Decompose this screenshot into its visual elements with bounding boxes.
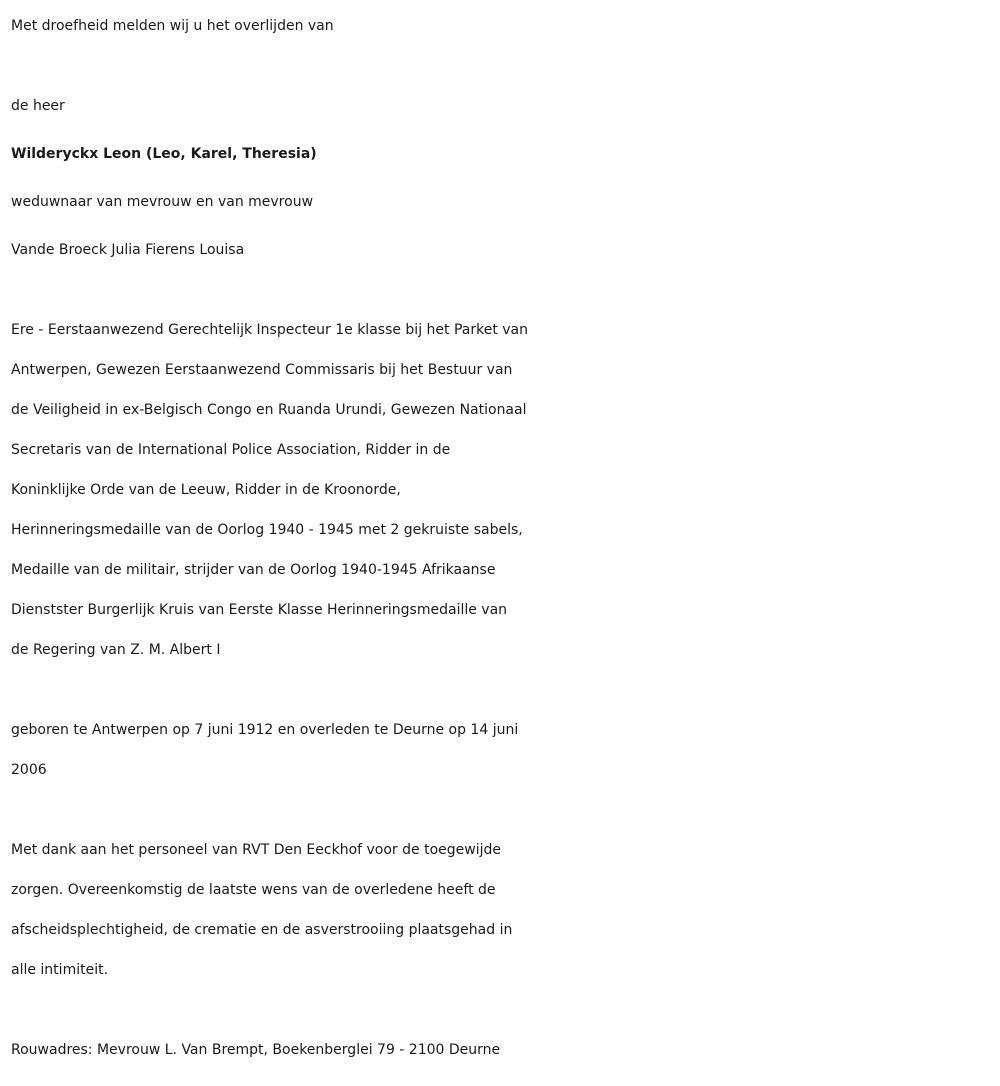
spacer xyxy=(11,670,1000,710)
spacer xyxy=(11,270,1000,310)
honors-line: Medaille van de militair, strijder van de Oorlog 1940-1945 Afrikaanse xyxy=(11,562,496,578)
thanks-line: Met dank aan het personeel van RVT Den Eeckhof voor de toegewijde xyxy=(11,842,501,858)
thanks-line: alle intimiteit. xyxy=(11,962,109,978)
honors-line: de Regering van Z. M. Albert I xyxy=(11,642,221,658)
salutation-text: de heer xyxy=(11,98,65,114)
honors-line: Secretaris van de International Police Association, Ridder in de xyxy=(11,442,451,458)
birth-death-line: geboren te Antwerpen op 7 juni 1912 en overleden te Deurne op 14 juni xyxy=(11,722,519,738)
birth-death-line: 2006 xyxy=(11,762,47,778)
spouses-text: Vande Broeck Julia Fierens Louisa xyxy=(11,242,245,258)
spacer xyxy=(11,46,1000,86)
widower-text: weduwnaar van mevrouw en van mevrouw xyxy=(11,194,314,210)
thanks-line: zorgen. Overeenkomstig de laatste wens van de overledene heeft de xyxy=(11,882,496,898)
thanks-paragraph xyxy=(11,830,1000,990)
spacer xyxy=(11,790,1000,830)
honors-line: de Veiligheid in ex-Belgisch Congo en Ruanda Urundi, Gewezen Nationaal xyxy=(11,402,527,418)
honors-line: Antwerpen, Gewezen Eerstaanwezend Commissaris bij het Bestuur van xyxy=(11,362,513,378)
honors-paragraph xyxy=(11,310,1000,670)
honors-line: Dienstster Burgerlijk Kruis van Eerste Klasse Herinneringsmedaille van xyxy=(11,602,508,618)
deceased-name: Wilderyckx Leon (Leo, Karel, Theresia) xyxy=(11,146,317,162)
honors-line: Koninklijke Orde van de Leeuw, Ridder in de Kroonorde, xyxy=(11,482,401,498)
mourning-address: Rouwadres: Mevrouw L. Van Brempt, Boekenberglei 79 - 2100 Deurne xyxy=(11,1042,501,1058)
honors-line: Ere - Eerstaanwezend Gerechtelijk Inspecteur 1e klasse bij het Parket van xyxy=(11,322,529,338)
honors-line: Herinneringsmedaille van de Oorlog 1940 - 1945 met 2 gekruiste sabels, xyxy=(11,522,523,538)
thanks-line: afscheidsplechtigheid, de crematie en de asverstrooiing plaatsgehad in xyxy=(11,922,513,938)
birth-death-paragraph xyxy=(11,710,1000,790)
intro-text: Met droefheid melden wij u het overlijden van xyxy=(11,18,334,34)
spacer xyxy=(11,990,1000,1030)
